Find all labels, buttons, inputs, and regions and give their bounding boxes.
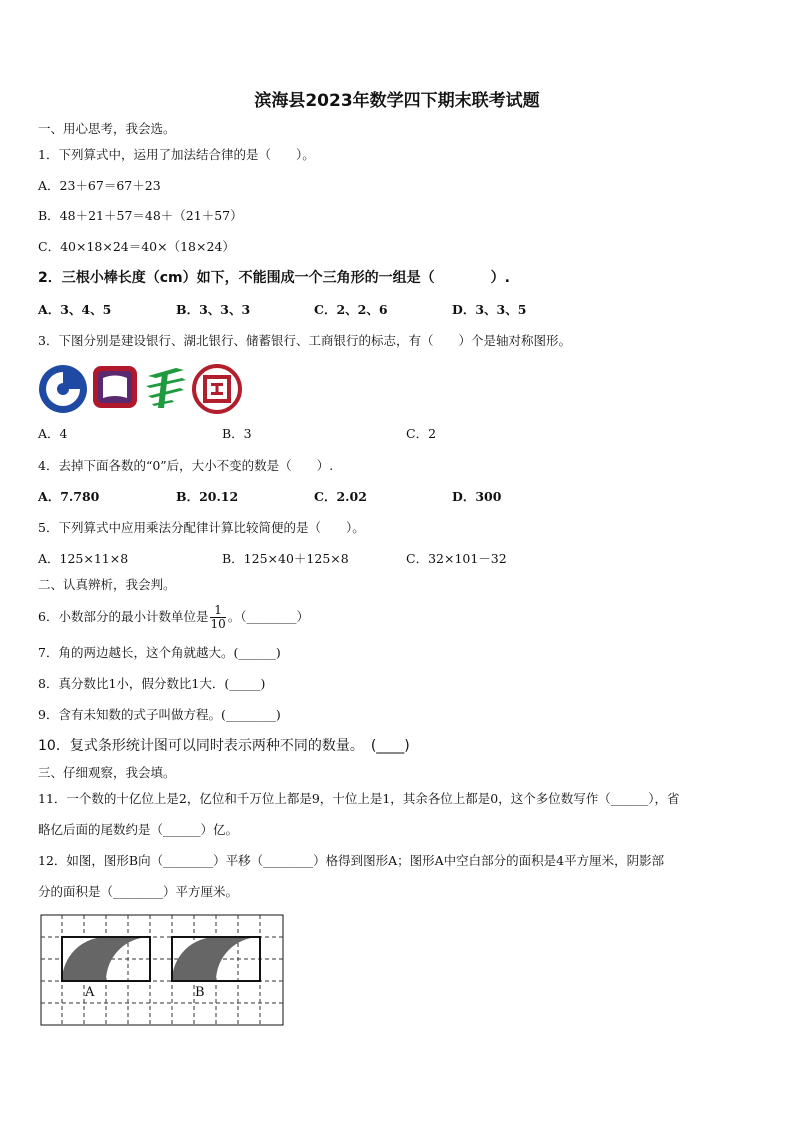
q6-numerator: 1: [210, 604, 225, 618]
q1-option-c: C．40×18×24＝40×（18×24）: [38, 239, 235, 254]
q1-option-b: B．48＋21＋57＝48＋（21＋57）: [38, 208, 243, 223]
q12-line-1: 12．如图，图形B向（________）平移（________）格得到图形A；图形A中空白部分的面积是4平方厘米，阴影部: [38, 853, 665, 868]
q12-grid-figure: [40, 914, 286, 1032]
q6-denominator: 10: [210, 617, 226, 631]
figure-a: [62, 937, 150, 981]
q2-option-c: C．2、2、6: [314, 302, 388, 317]
section-1-heading: 一、用心思考，我会选。: [38, 121, 176, 136]
q6: [38, 600, 309, 634]
section-3-heading: 三、仔细观察，我会填。: [38, 765, 176, 780]
ccb-logo-icon: [38, 364, 88, 414]
q5-option-b: B．125×40＋125×8: [222, 551, 349, 566]
q3-option-b: B．3: [222, 426, 252, 441]
q4-option-d: D．300: [452, 489, 502, 504]
q2-stem: 2．三根小棒长度（cm）如下，不能围成一个三角形的一组是（ ）.: [38, 270, 510, 286]
q6-answer: 。（________）: [227, 609, 310, 624]
page-title: 滨海县2023年数学四下期末联考试题: [254, 91, 540, 111]
figure-a-label: A: [85, 985, 95, 1000]
q3-option-c: C．2: [406, 426, 437, 441]
q2-option-b: B．3、3、3: [176, 302, 251, 317]
q3-stem: 3．下图分别是建设银行、湖北银行、储蓄银行、工商银行的标志，有（ ）个是轴对称图形。: [38, 333, 571, 348]
q6-fraction: [210, 604, 225, 631]
q12-line-2: 分的面积是（________）平方厘米。: [38, 884, 239, 899]
q9: 9．含有未知数的式子叫做方程。(________): [38, 707, 281, 722]
q11-line-1: 11．一个数的十亿位上是2，亿位和千万位上都是9，十位上是1，其余各位上都是0，这个多位数写作（______），省: [38, 791, 680, 806]
icbc-logo-icon: [192, 364, 242, 414]
q11-line-2: 略亿后面的尾数约是（______）亿。: [38, 822, 239, 837]
q5-option-c: C．32×101－32: [406, 551, 507, 566]
q4-option-b: B．20.12: [176, 489, 239, 504]
q5-option-a: A．125×11×8: [38, 551, 129, 566]
section-2-heading: 二、认真辨析，我会判。: [38, 577, 176, 592]
q1-stem: 1．下列算式中，运用了加法结合律的是（ ）。: [38, 147, 315, 162]
q6-text: 6．小数部分的最小计数单位是: [38, 609, 209, 624]
figure-b-label: B: [195, 985, 205, 1000]
q3-option-a: A．4: [38, 426, 68, 441]
q2-option-a: A．3、4、5: [38, 302, 112, 317]
q5-stem: 5．下列算式中应用乘法分配律计算比较简便的是（ ）。: [38, 520, 365, 535]
q4-option-a: A．7.780: [38, 489, 100, 504]
q1-option-a: A．23＋67＝67＋23: [38, 178, 161, 193]
q4-option-c: C．2.02: [314, 489, 367, 504]
q8: 8．真分数比1小，假分数比1大．(_____): [38, 676, 266, 691]
q4-stem: 4．去掉下面各数的“0”后，大小不变的数是（ ）.: [38, 458, 334, 473]
q10: 10．复式条形统计图可以同时表示两种不同的数量。 (____): [38, 738, 410, 754]
postal-savings-logo-icon: [142, 364, 190, 412]
hubei-bank-logo-icon: [92, 364, 138, 410]
q2-option-d: D．3、3、5: [452, 302, 527, 317]
q7: 7．角的两边越长，这个角就越大。(______): [38, 645, 281, 660]
